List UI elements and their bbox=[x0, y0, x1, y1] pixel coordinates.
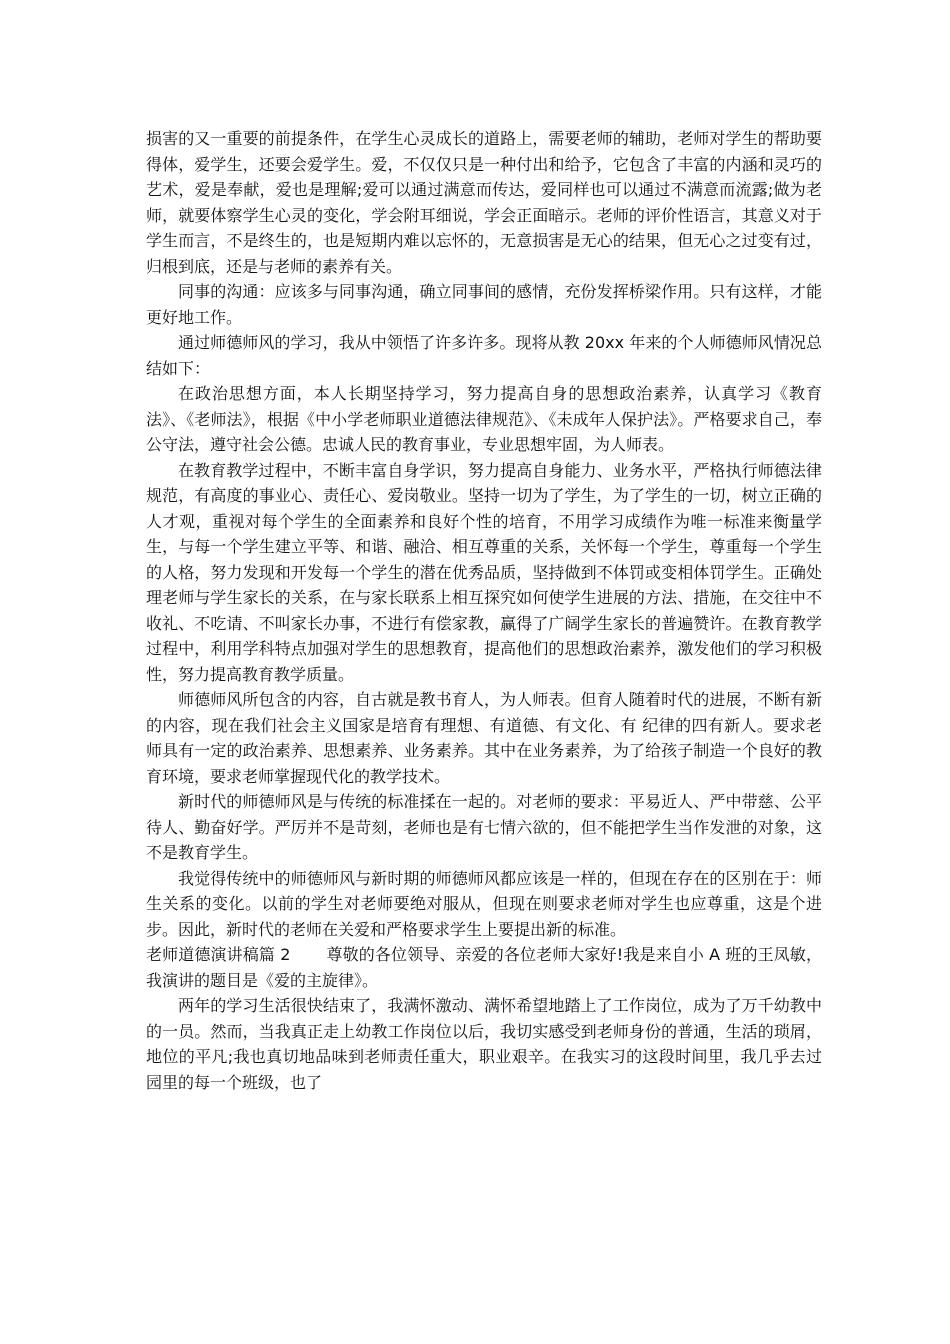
paragraph-political-thought: 在政治思想方面，本人长期坚持学习，努力提高自身的思想政治素养，认真学习《教育法》、《老师法》，根据《中小学老师职业道德法律规范》、《未成年人保护法》。严格要求自己，奉公守法，遵守社会公德。忠诚人民的教育事业，专业思想牢固，为人师表。 bbox=[146, 384, 822, 454]
paragraph-ethics-content: 师德师风所包含的内容，自古就是教书育人，为人师表。但育人随着时代的进展，不断有新的内容，现在我们社会主义国家是培育有理想、有道德、有文化、有 纪律的四有新人。要求老师具有一定的政治素养、思想素养、业务素养。其中在业务素养，为了给孩子制造一个良好的教育环境，要求老师掌握现代化的教学技术。 bbox=[146, 690, 822, 786]
paragraph-two-years: 两年的学习生活很快结束了，我满怀激动、满怀希望地踏上了工作岗位，成为了万千幼教中的一员。然而，当我真正走上幼教工作岗位以后，我切实感受到老师身份的普通，生活的琐屑，地位的平凡;我也真切地品味到老师责任重大，职业艰辛。在我实习的这段时间里，我几乎去过园里的每一个班级，也了 bbox=[146, 996, 822, 1092]
section-title: 老师道德演讲稿篇 2 bbox=[146, 945, 291, 964]
section-heading-line bbox=[146, 942, 822, 993]
paragraph-tradition-vs-new: 我觉得传统中的师德师风与新时期的师德师风都应该是一样的，但现在存在的区别在于：师生关系的变化。以前的学生对老师要绝对服从，但现在则要求老师对学生也应尊重，这是个进步。因此，新时代的老师在关爱和严格要求学生上要提出新的标准。 bbox=[146, 868, 822, 939]
paragraph-continued: 损害的又一重要的前提条件，在学生心灵成长的道路上，需要老师的辅助，老师对学生的帮助要得体，爱学生，还要会爱学生。爱，不仅仅只是一种付出和给予，它包含了丰富的内涵和灵巧的艺术，爱是奉献，爱也是理解;爱可以通过满意而传达，爱同样也可以通过不满意而流露;做为老师，就要体察学生心灵的变化，学会附耳细说，学会正面暗示。老师的评价性语言，其意义对于学生而言，不是终生的，也是短期内难以忘怀的，无意损害是无心的结果，但无心之过变有过，归根到底，还是与老师的素养有关。 bbox=[146, 129, 822, 276]
document-page bbox=[146, 126, 822, 1095]
paragraph-teaching-process: 在教育教学过程中，不断丰富自身学识，努力提高自身能力、业务水平，严格执行师德法律规范，有高度的事业心、责任心、爱岗敬业。坚持一切为了学生，为了学生的一切，树立正确的人才观，重视对每个学生的全面素养和良好个性的培育，不用学习成绩作为唯一标准来衡量学生，与每一个学生建立平等、和谐、融洽、相互尊重的关系，关怀每一个学生，尊重每一个学生的人格，努力发现和开发每一个学生的潜在优秀品质，坚持做到不体罚或变相体罚学生。正确处理老师与学生家长的关系，在与家长联系上相互探究如何使学生进展的方法、措施，在交往中不收礼、不吃请、不叫家长办事，不进行有偿家教，赢得了广阔学生家长的普遍赞许。在教育教学过程中，利用学科特点加强对学生的思想教育，提高他们的思想政治素养，激发他们的学习积极性，努力提高教育教学质量。 bbox=[146, 460, 822, 684]
paragraph-colleague-communication: 同事的沟通：应该多与同事沟通，确立同事间的感情，充份发挥桥梁作用。只有这样，才能更好地工作。 bbox=[146, 282, 822, 327]
paragraph-new-era-ethics: 新时代的师德师风是与传统的标准揉在一起的。对老师的要求：平易近人、严中带慈、公平待人、勤奋好学。严厉并不是苛刻，老师也是有七情六欲的，但不能把学生当作发泄的对象，这不是教育学生。 bbox=[146, 792, 822, 862]
paragraph-summary-intro: 通过师德师风的学习，我从中领悟了许多许多。现将从教 20xx 年来的个人师德师风情况总结如下： bbox=[146, 333, 822, 378]
section-intro: 尊敬的各位领导、亲爱的各位老师大家好!我是来自小 A 班的王凤敏，我演讲的题目是《爱的主旋律》。 bbox=[146, 945, 822, 990]
